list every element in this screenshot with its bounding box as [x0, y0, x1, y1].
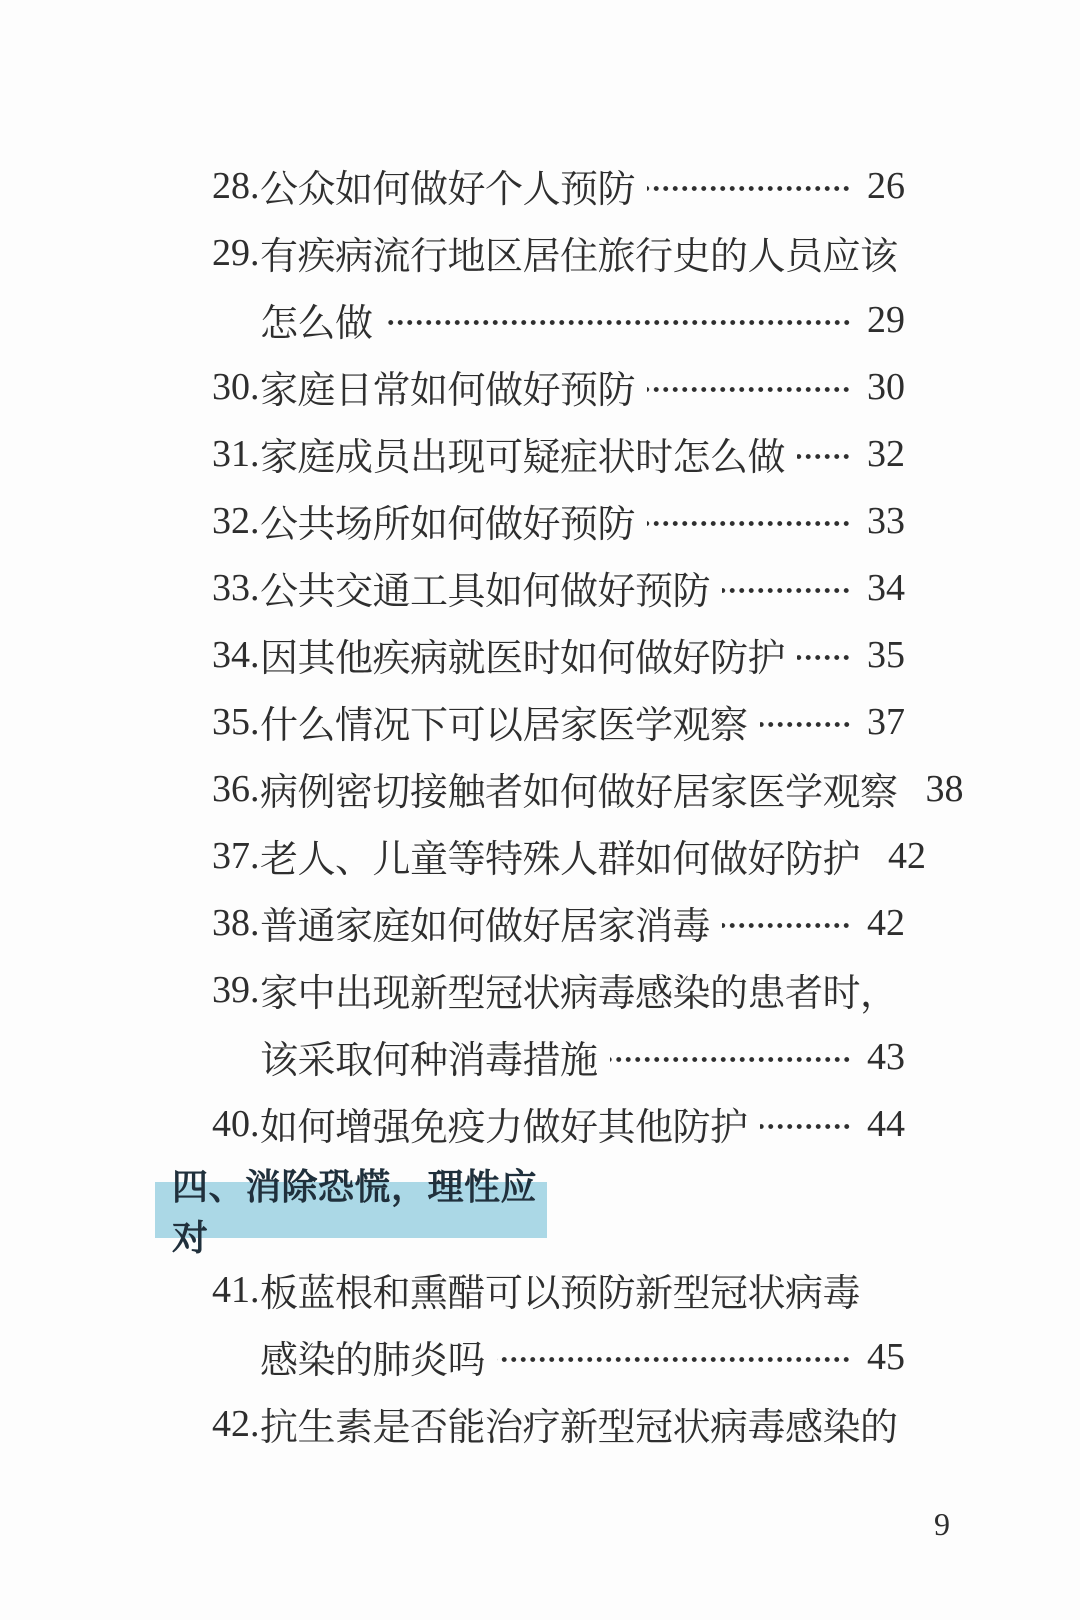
toc-entry-title: 病例密切接触者如何做好居家医学观察 — [260, 772, 898, 814]
toc-entry-number: 32. — [212, 499, 260, 542]
toc-entry-title: 家庭日常如何做好预防 — [260, 370, 636, 412]
toc-row — [212, 1023, 905, 1090]
toc-entry-number: 40. — [212, 1102, 260, 1145]
toc-entry-page-number: 43 — [867, 1035, 905, 1078]
toc-row — [212, 554, 905, 621]
toc-row — [212, 487, 905, 554]
toc-entry-title: 公众如何做好个人预防 — [260, 169, 636, 211]
toc-entry-number: 34. — [212, 633, 260, 676]
toc-entry-number: 38. — [212, 901, 260, 944]
toc-row — [212, 822, 927, 889]
toc-entry-page-number: 35 — [867, 633, 905, 676]
toc-leader-dots — [722, 922, 851, 929]
toc-entry-page-number: 38 — [925, 767, 964, 810]
toc-row — [212, 1256, 905, 1323]
toc-leader-dots — [797, 654, 851, 661]
toc-entry-number: 33. — [212, 566, 260, 609]
toc-row — [212, 353, 905, 420]
toc-leader-dots — [610, 1056, 851, 1063]
toc-entry-page-number: 42 — [867, 901, 905, 944]
toc-entry-title: 普通家庭如何做好居家消毒 — [260, 906, 711, 948]
toc-entry-page-number: 42 — [888, 834, 927, 877]
toc-leader-dots — [647, 185, 851, 192]
toc-entry-title: 怎么做 — [260, 303, 373, 345]
toc-row — [212, 1390, 905, 1457]
toc-list-top — [212, 152, 964, 1157]
toc-entry-number: 36. — [212, 767, 260, 810]
toc-entry-number: 30. — [212, 365, 260, 408]
toc-entry-title: 该采取何种消毒措施 — [260, 1040, 598, 1082]
toc-row — [212, 152, 905, 219]
toc-leader-dots — [797, 453, 851, 460]
toc-row — [212, 420, 905, 487]
toc-leader-dots — [497, 1356, 851, 1363]
toc-list-bottom — [212, 1256, 905, 1457]
toc-entry-number: 41. — [212, 1268, 260, 1311]
toc-entry-title: 公共场所如何做好预防 — [260, 504, 636, 546]
toc-entry-number: 42. — [212, 1402, 260, 1445]
toc-entry-number: 31. — [212, 432, 260, 475]
toc-leader-dots — [385, 319, 851, 326]
toc-entry-title: 老人、儿童等特殊人群如何做好防护 — [260, 839, 861, 881]
toc-entry-title: 板蓝根和熏醋可以预防新型冠状病毒 — [260, 1273, 861, 1315]
toc-row — [212, 621, 905, 688]
toc-entry-page-number: 32 — [867, 432, 905, 475]
toc-entry-number: 35. — [212, 700, 260, 743]
toc-entry-title: 什么情况下可以居家医学观察 — [260, 705, 748, 747]
toc-entry-page-number: 37 — [867, 700, 905, 743]
toc-entry-page-number: 26 — [867, 164, 905, 207]
toc-row — [212, 889, 905, 956]
toc-entry-page-number: 33 — [867, 499, 905, 542]
toc-entry-page-number: 44 — [867, 1102, 905, 1145]
toc-entry-title: 抗生素是否能治疗新型冠状病毒感染的 — [260, 1407, 898, 1449]
toc-row — [212, 1090, 905, 1157]
toc-entry-page-number: 34 — [867, 566, 905, 609]
toc-entry-page-number: 29 — [867, 298, 905, 341]
toc-entry-page-number: 45 — [867, 1335, 905, 1378]
folio-page-number: 9 — [934, 1506, 950, 1542]
toc-entry-title: 有疾病流行地区居住旅行史的人员应该 — [260, 236, 898, 278]
toc-row — [212, 956, 905, 1023]
toc-row — [212, 1323, 905, 1390]
section-header-label: 四、消除恐慌，理性应对 — [172, 1166, 538, 1258]
toc-entry-title: 家中出现新型冠状病毒感染的患者时， — [260, 973, 898, 1015]
toc-entry-number: 29. — [212, 231, 260, 274]
toc-entry-title: 公共交通工具如何做好预防 — [260, 571, 711, 613]
toc-entry-title: 家庭成员出现可疑症状时怎么做 — [260, 437, 786, 479]
toc-entry-number: 28. — [212, 164, 260, 207]
toc-entry-title: 如何增强免疫力做好其他防护 — [260, 1107, 748, 1149]
toc-row — [212, 286, 905, 353]
toc-entry-number: 39. — [212, 968, 260, 1011]
toc-row — [212, 755, 964, 822]
toc-leader-dots — [760, 721, 851, 728]
toc-leader-dots — [647, 520, 851, 527]
toc-leader-dots — [647, 386, 851, 393]
toc-leader-dots — [722, 587, 851, 594]
toc-row — [212, 219, 905, 286]
toc-entry-page-number: 30 — [867, 365, 905, 408]
toc-entry-number: 37. — [212, 834, 260, 877]
toc-leader-dots — [760, 1123, 851, 1130]
toc-entry-title: 因其他疾病就医时如何做好防护 — [260, 638, 786, 680]
section-header — [155, 1166, 547, 1258]
toc-entry-title: 感染的肺炎吗 — [260, 1340, 486, 1382]
toc-row — [212, 688, 905, 755]
